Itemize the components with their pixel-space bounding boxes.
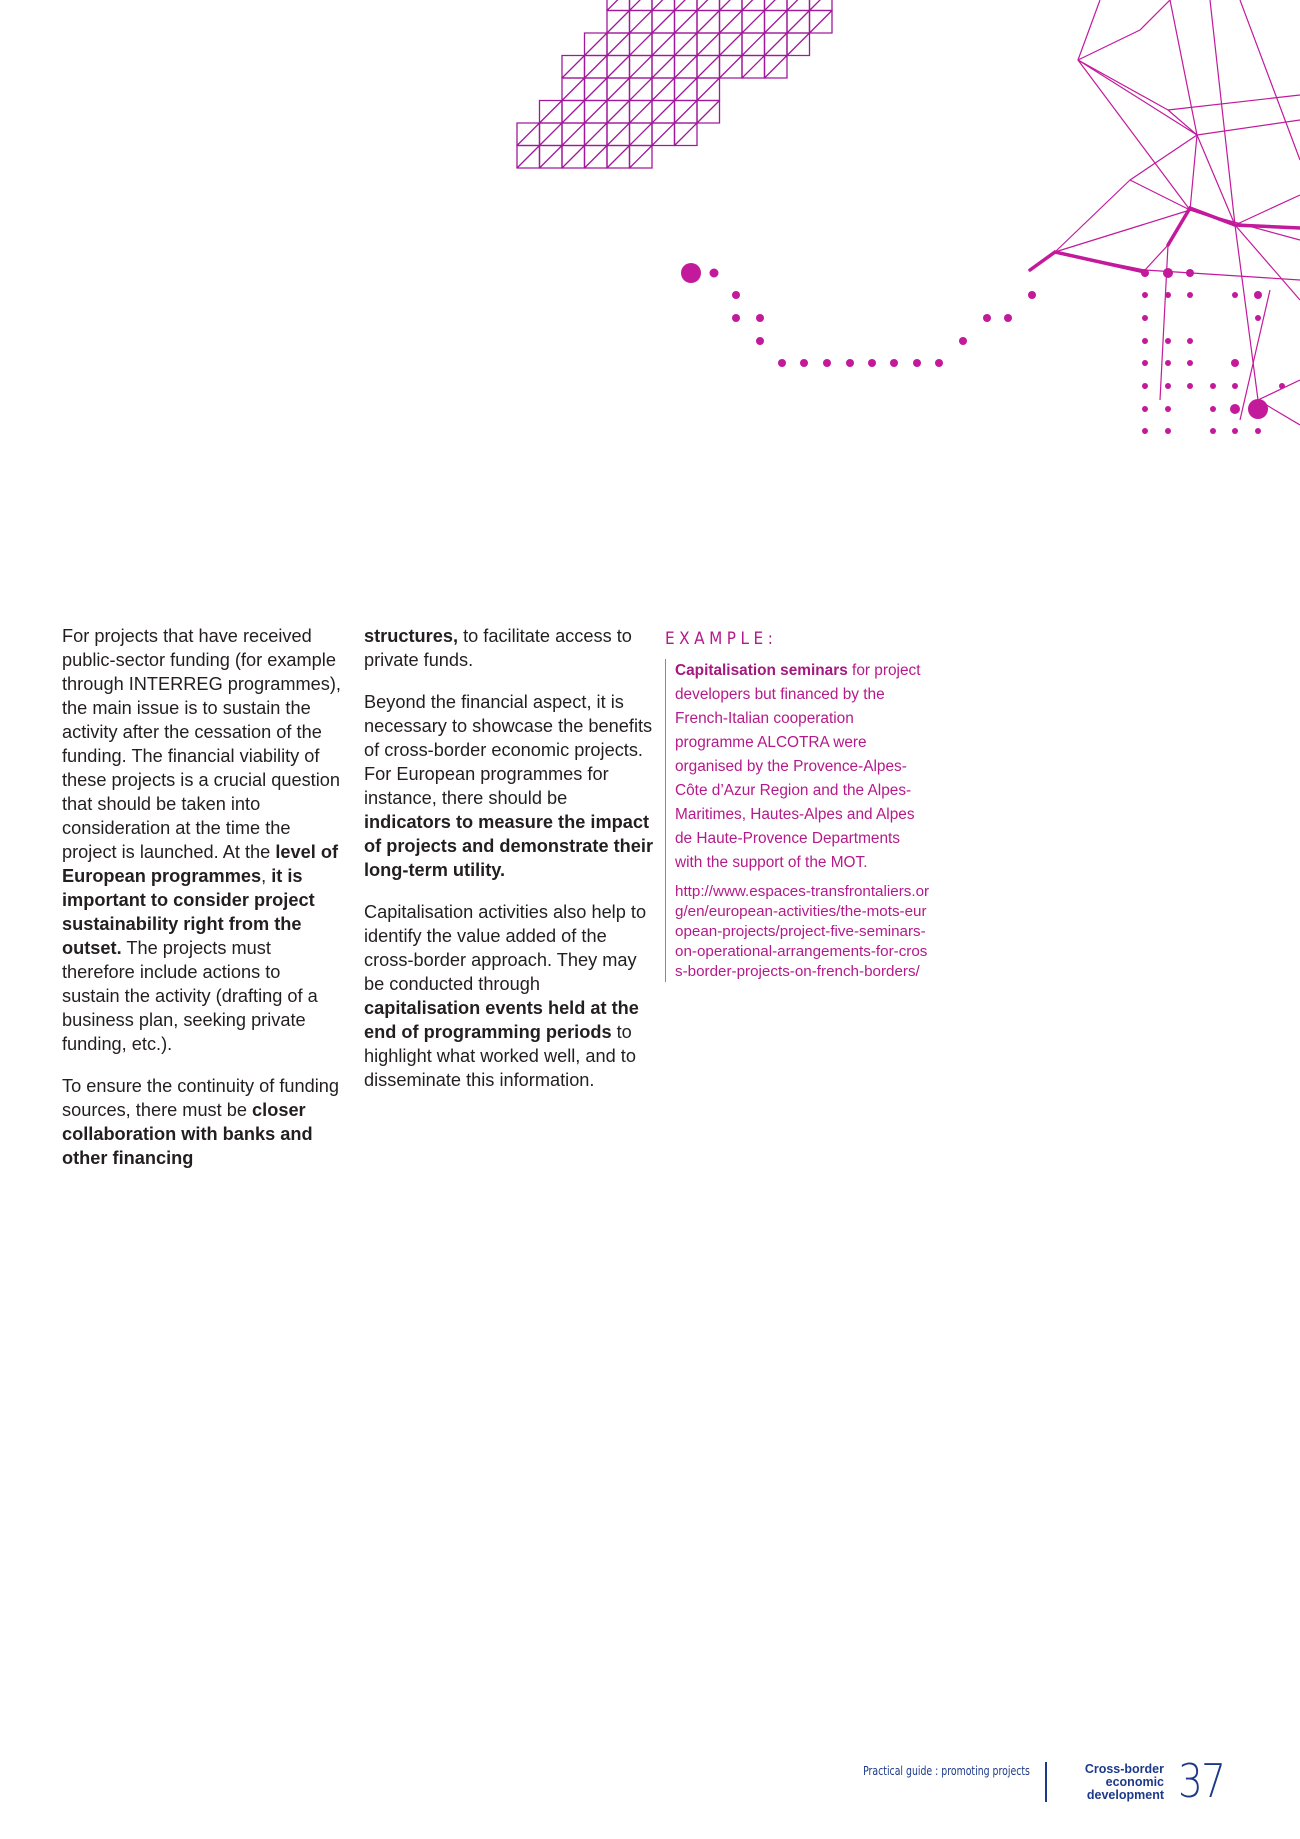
- decor-dot: [1210, 406, 1216, 412]
- grid-triangle-cell: [607, 78, 630, 101]
- example-box: [665, 629, 930, 989]
- paragraph-capitalisation: Capitalisation activities also help to identify the value added of the cross-border approach. They may be conducted through capitalisation events held at the end of programming periods to highlight what worked well, and to disseminate this information.: [364, 902, 647, 1090]
- grid-triangle-cell: [540, 146, 563, 169]
- decorative-geometric-network: [0, 0, 1300, 460]
- grid-triangle-cell: [607, 33, 630, 56]
- grid-triangle-cell: [652, 33, 675, 56]
- decor-dot: [1255, 315, 1261, 321]
- grid-triangle-cell: [810, 11, 833, 34]
- decor-dot: [1142, 338, 1148, 344]
- grid-triangle-cell: [742, 56, 765, 79]
- decor-dot: [823, 359, 831, 367]
- decor-dot: [778, 359, 786, 367]
- paragraph-showcase-benefits: Beyond the financial aspect, it is necessary to showcase the benefits of cross-border economic projects. For European programmes for instance, there should be indicators to measure the impact of projects and demonstrate their long-term utility.: [364, 692, 654, 880]
- decor-dot: [1165, 406, 1171, 412]
- decor-dot: [800, 359, 808, 367]
- grid-triangle-cell: [720, 56, 743, 79]
- grid-triangle-cell: [540, 101, 563, 124]
- decor-dot: [710, 269, 719, 278]
- triangle-grid-pattern: [517, 0, 832, 168]
- page-number: 37: [1178, 1754, 1225, 1808]
- grid-triangle-cell: [787, 33, 810, 56]
- grid-triangle-cell: [742, 33, 765, 56]
- decor-dot: [1186, 269, 1194, 277]
- grid-triangle-cell: [697, 101, 720, 124]
- grid-triangle-cell: [607, 11, 630, 34]
- footer-divider: [1045, 1762, 1047, 1802]
- decor-dot: [1187, 360, 1193, 366]
- grid-triangle-cell: [765, 0, 788, 11]
- example-description: Capitalisation seminars for project developers but financed by the French-Italian cooperation programme ALCOTRA were organised by the Provence-Alpes-Côte d’Azur Region and the Alpes-Maritimes, Hautes-Alpes and Alpes de Haute-Provence Departments with the support of the MOT.: [675, 662, 921, 871]
- grid-triangle-cell: [630, 123, 653, 146]
- grid-triangle-cell: [720, 0, 743, 11]
- grid-triangle-cell: [517, 123, 540, 146]
- decor-dot: [1230, 404, 1240, 414]
- grid-triangle-cell: [697, 78, 720, 101]
- grid-triangle-cell: [720, 33, 743, 56]
- decor-dot: [1187, 292, 1193, 298]
- grid-triangle-cell: [585, 123, 608, 146]
- decor-dot: [1279, 383, 1285, 389]
- grid-triangle-cell: [630, 146, 653, 169]
- paragraph-public-funding: For projects that have received public-sector funding (for example through INTERREG programmes), the main issue is to sustain the activity after the cessation of the funding. The financial viability of these projects is a crucial question that should be taken into consideration at the time the project is launched. At the level of European programmes, it is important to consider project sustainability right from the outset. The projects must therefore include actions to sustain the activity (drafting of a business plan, seeking private funding, etc.).: [62, 626, 341, 1054]
- grid-triangle-cell: [607, 123, 630, 146]
- decor-dot: [1004, 314, 1012, 322]
- decor-dot: [935, 359, 943, 367]
- decor-dot: [1142, 360, 1148, 366]
- grid-triangle-cell: [787, 0, 810, 11]
- grid-triangle-cell: [585, 101, 608, 124]
- grid-triangle-cell: [562, 78, 585, 101]
- decor-dot: [756, 314, 764, 322]
- grid-triangle-cell: [607, 56, 630, 79]
- decor-dot: [1142, 292, 1148, 298]
- grid-triangle-cell: [585, 78, 608, 101]
- grid-triangle-cell: [810, 0, 833, 11]
- decor-dot: [1141, 269, 1149, 277]
- decor-dot: [1165, 338, 1171, 344]
- decor-dot: [1142, 406, 1148, 412]
- grid-triangle-cell: [652, 101, 675, 124]
- decor-dot: [1254, 291, 1262, 299]
- line-network-pattern: [1055, 0, 1300, 425]
- section-name: Cross-border economic development: [1084, 1762, 1164, 1802]
- grid-triangle-cell: [765, 56, 788, 79]
- grid-triangle-cell: [630, 78, 653, 101]
- grid-triangle-cell: [652, 56, 675, 79]
- grid-triangle-cell: [630, 11, 653, 34]
- grid-triangle-cell: [562, 56, 585, 79]
- paragraph-funding-continuity: To ensure the continuity of funding sources, there must be closer collaboration with banks and other financing: [62, 1076, 340, 1168]
- decor-dot: [1165, 292, 1171, 298]
- grid-triangle-cell: [630, 101, 653, 124]
- decor-dot: [1142, 428, 1148, 434]
- grid-triangle-cell: [697, 33, 720, 56]
- decor-dot: [1232, 428, 1238, 434]
- grid-triangle-cell: [652, 11, 675, 34]
- decor-dot: [1142, 315, 1148, 321]
- decor-dot: [959, 337, 967, 345]
- grid-triangle-cell: [652, 123, 675, 146]
- grid-triangle-cell: [675, 123, 698, 146]
- grid-triangle-cell: [540, 123, 563, 146]
- paragraph-private-funds: structures, to facilitate access to private funds.: [364, 626, 632, 670]
- decor-dot: [1232, 292, 1238, 298]
- example-content: [665, 659, 930, 982]
- decor-dot: [1231, 359, 1239, 367]
- grid-triangle-cell: [675, 0, 698, 11]
- grid-triangle-cell: [787, 11, 810, 34]
- grid-triangle-cell: [765, 11, 788, 34]
- decor-dot: [1165, 383, 1171, 389]
- grid-triangle-cell: [585, 56, 608, 79]
- dotted-arc-pattern: [681, 263, 1285, 434]
- text-column-middle: [364, 624, 654, 1110]
- grid-triangle-cell: [562, 123, 585, 146]
- decor-dot: [1248, 399, 1268, 419]
- grid-triangle-cell: [675, 56, 698, 79]
- decor-dot: [913, 359, 921, 367]
- decor-dot: [1163, 268, 1173, 278]
- guide-title: Practical guide : promoting projects: [863, 1764, 1030, 1778]
- decor-dot: [732, 314, 740, 322]
- decor-dot: [732, 291, 740, 299]
- grid-triangle-cell: [585, 33, 608, 56]
- grid-triangle-cell: [585, 146, 608, 169]
- grid-triangle-cell: [765, 33, 788, 56]
- grid-triangle-cell: [742, 0, 765, 11]
- decor-dot: [681, 263, 701, 283]
- example-link[interactable]: http://www.espaces-transfrontaliers.org/en/european-activities/the-mots-european-projects/project-five-seminars-on-operational-arrangements-for-cross-border-projects-on-french-borders/: [675, 883, 930, 980]
- grid-triangle-cell: [720, 11, 743, 34]
- grid-triangle-cell: [562, 101, 585, 124]
- grid-triangle-cell: [697, 11, 720, 34]
- grid-triangle-cell: [517, 146, 540, 169]
- decor-dot: [1165, 428, 1171, 434]
- grid-triangle-cell: [630, 0, 653, 11]
- decor-dot: [1187, 338, 1193, 344]
- grid-triangle-cell: [652, 78, 675, 101]
- decor-dot: [1165, 360, 1171, 366]
- decor-dot: [1187, 383, 1193, 389]
- text-column-left: [62, 624, 342, 1188]
- decor-dot: [756, 337, 764, 345]
- decor-dot: [1232, 383, 1238, 389]
- grid-triangle-cell: [630, 56, 653, 79]
- decor-dot: [1210, 383, 1216, 389]
- decor-dot: [868, 359, 876, 367]
- decor-dot: [846, 359, 854, 367]
- grid-triangle-cell: [562, 146, 585, 169]
- grid-triangle-cell: [607, 146, 630, 169]
- grid-triangle-cell: [697, 56, 720, 79]
- grid-triangle-cell: [675, 11, 698, 34]
- grid-triangle-cell: [630, 33, 653, 56]
- grid-triangle-cell: [675, 33, 698, 56]
- decor-dot: [1028, 291, 1036, 299]
- decor-dot: [983, 314, 991, 322]
- page-footer: [0, 1754, 1300, 1822]
- grid-triangle-cell: [675, 78, 698, 101]
- decor-dot: [1210, 428, 1216, 434]
- example-heading: EXAMPLE:: [665, 629, 778, 649]
- decor-dot: [890, 359, 898, 367]
- grid-triangle-cell: [697, 0, 720, 11]
- grid-triangle-cell: [675, 101, 698, 124]
- grid-triangle-cell: [652, 0, 675, 11]
- grid-triangle-cell: [607, 0, 630, 11]
- grid-triangle-cell: [742, 11, 765, 34]
- decor-dot: [1142, 383, 1148, 389]
- decor-dot: [1255, 428, 1261, 434]
- grid-triangle-cell: [607, 101, 630, 124]
